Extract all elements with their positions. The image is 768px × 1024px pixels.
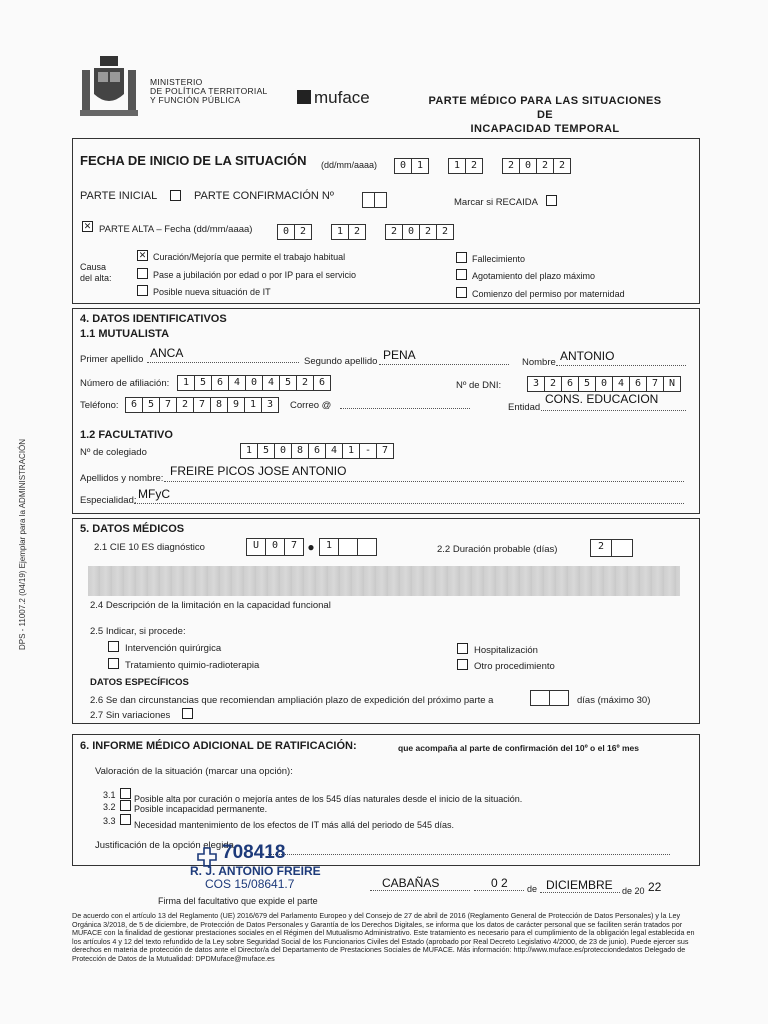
ministry-line-1: MINISTERIO	[150, 77, 203, 87]
ministry-name	[150, 78, 268, 105]
dni-digit[interactable]: N	[663, 376, 681, 392]
sin-variaciones-checkbox[interactable]	[182, 708, 193, 719]
dni-label: Nº de DNI:	[456, 380, 502, 391]
entidad-value[interactable]: CONS. EDUCACION	[545, 392, 659, 406]
date-digit[interactable]: 0	[519, 158, 537, 174]
option-3-2-checkbox[interactable]	[120, 800, 131, 811]
start-date-fields[interactable]	[394, 158, 570, 174]
indicar-label: 2.5 Indicar, si procede:	[90, 626, 186, 637]
dias-maximo-label: días (máximo 30)	[577, 695, 651, 706]
colegiado-digit[interactable]: 4	[325, 443, 343, 459]
telefono-digit[interactable]: 3	[261, 397, 279, 413]
maternidad-checkbox[interactable]	[456, 287, 467, 298]
date-digit[interactable]: 0	[402, 224, 420, 240]
muface-mark-icon	[297, 90, 311, 104]
cie-char[interactable]: 7	[284, 538, 304, 556]
side-reference: DPS - 11007.2 (04/19) Ejemplar para la ADMINISTRACIÓN	[18, 438, 27, 650]
duracion-digit[interactable]: 2	[590, 539, 612, 557]
duracion-label: 2.2 Duración probable (días)	[437, 544, 558, 555]
telefono-digit[interactable]: 6	[125, 397, 143, 413]
privacy-notice: De acuerdo con el artículo 13 del Reglamento (UE) 2016/679 del Parlamento Europeo y del Consejo de 27 de abril de 2016 (Reglamento General de Protección de Datos Personales) y la Ley Orgánica 3/2018, de 5 de diciembre, de Protección de Datos Personales y Garantía de los Derechos Digitales, se informa que los datos de carácter personal que se faciliten serán tratados por MUFACE con la finalidad de gestionar prestaciones sociales en el Régimen del Mutualismo Administrativo. Este tratamiento es necesario para el cumplimiento de la obligación legal establecida en los artículos 4 y 12 del texto refundido de la Ley sobre Seguridad Social de los Funcionarios Civiles del Estado (aprobado por Real Decreto Legislativo 4/2000, de 23 de junio). Puede ejercer sus derechos en materia de protección de datos ante el Director/a del Departamento de Prestaciones Sociales de MUFACE. Más información: http://www.muface.es/protecciondedatos Delegado de Protección de Datos de la Mutualidad: DPDMuface@muface.es	[72, 911, 695, 963]
dni-digit[interactable]: 6	[561, 376, 579, 392]
telefono-fields[interactable]	[125, 397, 278, 413]
date-digit[interactable]: 2	[419, 224, 437, 240]
primer-apellido-value[interactable]: ANCA	[150, 346, 184, 360]
telefono-digit[interactable]: 7	[159, 397, 177, 413]
date-digit[interactable]: 0	[394, 158, 412, 174]
facultativo-name-value[interactable]: FREIRE PICOS JOSE ANTONIO	[170, 464, 347, 478]
afiliacion-digit[interactable]: 0	[245, 375, 263, 391]
especificos-heading: DATOS ESPECÍFICOS	[90, 677, 189, 688]
ampliacion-digit[interactable]	[530, 690, 550, 706]
especialidad-line	[134, 503, 684, 504]
date-digit[interactable]: 2	[385, 224, 403, 240]
brand-name: muface	[314, 88, 370, 107]
ministry-line-2: DE POLÍTICA TERRITORIAL	[150, 86, 268, 96]
sign-day[interactable]: 0 2	[491, 876, 508, 890]
ampliacion-label: 2.6 Se dan circunstancias que recomiendan ampliación plazo de expedición del próximo parte a	[90, 695, 494, 706]
de-year-label: de 20	[622, 886, 645, 896]
stamp-name: R. J. ANTONIO FREIRE	[190, 864, 321, 878]
afiliacion-digit[interactable]: 4	[228, 375, 246, 391]
cause-option-label: Pase a jubilación por edad o por IP para el servicio	[153, 270, 356, 280]
otro-procedimiento-checkbox[interactable]	[457, 659, 468, 670]
date-digit[interactable]: 2	[348, 224, 366, 240]
date-digit[interactable]: 2	[465, 158, 483, 174]
telefono-digit[interactable]: 8	[210, 397, 228, 413]
dni-digit[interactable]: 6	[629, 376, 647, 392]
procedure-option-label: Otro procedimiento	[474, 661, 555, 672]
apellidos-nombre-label: Apellidos y nombre:	[80, 473, 164, 484]
quimio-checkbox[interactable]	[108, 658, 119, 669]
colegiado-digit[interactable]: 1	[342, 443, 360, 459]
telefono-digit[interactable]: 2	[176, 397, 194, 413]
cause-option-label: Fallecimiento	[472, 254, 526, 264]
nombre-label: Nombre	[522, 357, 556, 368]
medical-title: 5. DATOS MÉDICOS	[80, 523, 185, 535]
justificacion-line[interactable]	[268, 854, 670, 855]
especialidad-label: Especialidad:	[80, 495, 137, 506]
date-format-hint: (dd/mm/aaaa)	[321, 160, 378, 170]
alta-date-fields[interactable]	[277, 224, 453, 240]
afiliacion-label: Número de afiliación:	[80, 378, 170, 389]
option-3-3-checkbox[interactable]	[120, 814, 131, 825]
ratification-option-label: Posible alta por curación o mejoría antes de los 545 días naturales desde el inicio de la situación.	[134, 794, 523, 804]
title-line-2: INCAPACIDAD TEMPORAL	[470, 123, 620, 135]
ampliacion-digit[interactable]	[549, 690, 569, 706]
parte-alta-label: PARTE ALTA – Fecha (dd/mm/aaaa)	[99, 224, 253, 235]
dni-digit[interactable]: 2	[544, 376, 562, 392]
segundo-apellido-value[interactable]: PENA	[383, 348, 416, 362]
firma-label: Firma del facultativo que expide el parte	[158, 896, 318, 906]
additional-report-title: 6. INFORME MÉDICO ADICIONAL DE RATIFICACIÓN:	[80, 740, 357, 752]
additional-report-subtitle: que acompaña al parte de confirmación del 10º o el 16º mes	[398, 743, 639, 753]
colegiado-digit[interactable]: 1	[240, 443, 258, 459]
colegiado-digit[interactable]: -	[359, 443, 377, 459]
cie-char[interactable]	[357, 538, 377, 556]
cie-label: 2.1 CIE 10 ES diagnóstico	[94, 542, 205, 553]
confirmacion-digit[interactable]	[374, 192, 387, 208]
option-3-1-checkbox[interactable]	[120, 788, 131, 799]
date-digit[interactable]: 2	[536, 158, 554, 174]
date-digit[interactable]: 2	[436, 224, 454, 240]
date-digit[interactable]: 2	[294, 224, 312, 240]
option-number: 3.1	[103, 790, 116, 800]
coat-of-arms-icon	[80, 52, 138, 120]
especialidad-value[interactable]: MFyC	[138, 487, 170, 501]
mutualista-subtitle: 1.1 MUTUALISTA	[80, 328, 170, 340]
colegiado-digit[interactable]: 8	[291, 443, 309, 459]
colegiado-fields[interactable]	[240, 443, 393, 459]
duracion-fields[interactable]	[590, 539, 632, 557]
dni-fields[interactable]	[527, 376, 680, 392]
muface-logo	[297, 88, 370, 108]
correo-label: Correo @	[290, 400, 332, 411]
procedure-option-label: Hospitalización	[474, 645, 538, 656]
day-line	[474, 890, 524, 891]
cie-char[interactable]: U	[246, 538, 266, 556]
cause-option-label: Agotamiento del plazo máximo	[472, 271, 596, 281]
telefono-digit[interactable]: 5	[142, 397, 160, 413]
confirmacion-number-field[interactable]	[362, 192, 386, 208]
afiliacion-fields[interactable]	[177, 375, 330, 391]
colegiado-label: Nº de colegiado	[80, 447, 147, 458]
parte-inicial-checkbox[interactable]	[170, 190, 181, 201]
parte-inicial-label: PARTE INICIAL	[80, 190, 158, 202]
entidad-label: Entidad	[508, 402, 541, 413]
telefono-label: Teléfono:	[80, 400, 119, 411]
duracion-digit[interactable]	[611, 539, 633, 557]
stamp-cos: COS 15/08641.7	[205, 877, 295, 891]
limitacion-label: 2.4 Descripción de la limitación en la capacidad funcional	[90, 600, 331, 611]
identification-title: 4. DATOS IDENTIFICATIVOS	[80, 313, 227, 325]
causa-line-2: del alta:	[80, 273, 112, 283]
document-title	[420, 94, 670, 136]
causa-alta-label	[80, 262, 112, 284]
parte-confirmacion-label: PARTE CONFIRMACIÓN Nº	[194, 190, 334, 202]
colegiado-digit[interactable]: 6	[308, 443, 326, 459]
justificacion-label: Justificación de la opción elegida	[95, 840, 234, 851]
facultativo-subtitle: 1.2 FACULTATIVO	[80, 429, 173, 441]
cause-option-label: Comienzo del permiso por maternidad	[472, 289, 625, 299]
nueva-situacion-checkbox[interactable]	[137, 285, 148, 296]
parte-alta-checkbox[interactable]: ✕	[83, 221, 92, 231]
primer-apellido-line	[147, 362, 299, 363]
dni-digit[interactable]: 3	[527, 376, 545, 392]
month-line	[540, 892, 620, 893]
cie-dot-icon: ●	[307, 540, 315, 554]
hospitalizacion-checkbox[interactable]	[457, 643, 468, 654]
cie-char[interactable]: 0	[265, 538, 285, 556]
sign-year[interactable]: 22	[648, 880, 662, 894]
valoracion-label: Valoración de la situación (marcar una opción):	[95, 766, 293, 777]
causa-line-1: Causa	[80, 262, 107, 272]
afiliacion-digit[interactable]: 6	[313, 375, 331, 391]
sin-variaciones-label: 2.7 Sin variaciones	[90, 710, 171, 721]
agotamiento-checkbox[interactable]	[456, 269, 467, 280]
option-number: 3.3	[103, 816, 116, 826]
afiliacion-digit[interactable]: 4	[262, 375, 280, 391]
colegiado-digit[interactable]: 5	[257, 443, 275, 459]
telefono-digit[interactable]: 9	[227, 397, 245, 413]
place-line	[370, 890, 470, 891]
ratification-option-label: Posible incapacidad permanente.	[134, 804, 268, 814]
dni-digit[interactable]: 4	[612, 376, 630, 392]
fallecimiento-checkbox[interactable]	[456, 252, 467, 263]
recaida-checkbox[interactable]	[546, 195, 557, 206]
redacted-field	[88, 566, 680, 596]
correo-line[interactable]	[340, 408, 470, 409]
sign-place[interactable]: CABAÑAS	[382, 876, 440, 890]
nombre-line	[556, 365, 686, 366]
dni-digit[interactable]: 5	[578, 376, 596, 392]
date-digit[interactable]: 2	[502, 158, 520, 174]
ampliacion-fields[interactable]	[530, 690, 568, 706]
option-number: 3.2	[103, 802, 116, 812]
cie-char[interactable]: 1	[319, 538, 339, 556]
primer-apellido-label: Primer apellido	[80, 354, 144, 365]
date-digit[interactable]: 1	[448, 158, 466, 174]
recaida-label: Marcar si RECAIDA	[454, 197, 538, 208]
intervencion-checkbox[interactable]	[108, 641, 119, 652]
ratification-option-label: Necesidad mantenimiento de los efectos de IT más allá del periodo de 545 días.	[134, 820, 455, 830]
procedure-option-label: Tratamiento quimio-radioterapia	[125, 660, 260, 671]
procedure-option-label: Intervención quirúrgica	[125, 643, 222, 654]
telefono-digit[interactable]: 1	[244, 397, 262, 413]
cause-option-label: Posible nueva situación de IT	[153, 287, 271, 297]
dni-digit[interactable]: 7	[646, 376, 664, 392]
nombre-value[interactable]: ANTONIO	[560, 349, 615, 363]
entidad-line	[541, 410, 686, 411]
date-digit[interactable]: 1	[331, 224, 349, 240]
telefono-digit[interactable]: 7	[193, 397, 211, 413]
segundo-apellido-label: Segundo apellido	[304, 356, 378, 367]
apellidos-line	[164, 481, 684, 482]
cause-option-label: Curación/Mejoría que permite el trabajo habitual	[153, 252, 346, 262]
cie-char[interactable]	[338, 538, 358, 556]
dni-digit[interactable]: 0	[595, 376, 613, 392]
date-digit[interactable]: 1	[411, 158, 429, 174]
sign-month[interactable]: DICIEMBRE	[546, 878, 613, 892]
colegiado-digit[interactable]: 7	[376, 443, 394, 459]
afiliacion-digit[interactable]: 1	[177, 375, 195, 391]
cie-fields[interactable]	[246, 538, 376, 556]
colegiado-digit[interactable]: 0	[274, 443, 292, 459]
de-label: de	[527, 884, 538, 894]
curacion-checkbox[interactable]: ✕	[138, 250, 147, 260]
afiliacion-digit[interactable]: 5	[194, 375, 212, 391]
afiliacion-digit[interactable]: 5	[279, 375, 297, 391]
afiliacion-digit[interactable]: 2	[296, 375, 314, 391]
title-line-1: PARTE MÉDICO PARA LAS SITUACIONES DE	[428, 95, 662, 121]
segundo-apellido-line	[379, 364, 509, 365]
stamp-number: 708418	[222, 842, 286, 863]
jubilacion-checkbox[interactable]	[137, 268, 148, 279]
date-digit[interactable]: 0	[277, 224, 295, 240]
ministry-line-3: Y FUNCIÓN PÚBLICA	[150, 95, 241, 105]
afiliacion-digit[interactable]: 6	[211, 375, 229, 391]
date-digit[interactable]: 2	[553, 158, 571, 174]
start-date-title: FECHA DE INICIO DE LA SITUACIÓN	[80, 153, 307, 168]
